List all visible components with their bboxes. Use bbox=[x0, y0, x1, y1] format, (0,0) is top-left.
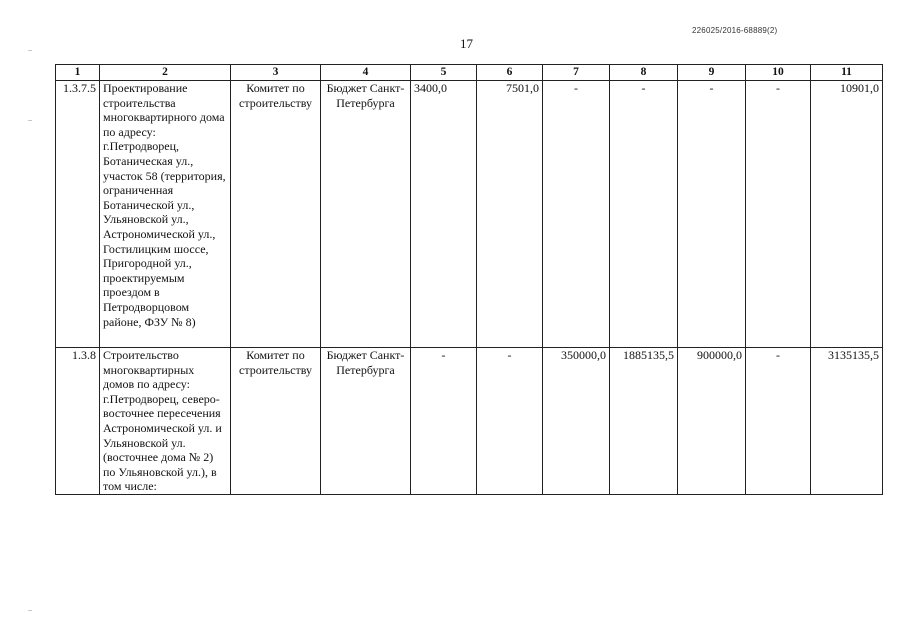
table-row bbox=[56, 81, 883, 348]
row-value-col10: - bbox=[746, 348, 811, 495]
row-number: 1.3.7.5 bbox=[56, 81, 100, 348]
row-total: 10901,0 bbox=[811, 81, 883, 348]
column-header: 7 bbox=[543, 65, 610, 81]
column-header: 9 bbox=[678, 65, 746, 81]
row-value-col5: - bbox=[411, 348, 477, 495]
column-header: 2 bbox=[100, 65, 231, 81]
row-value-col6: - bbox=[477, 348, 543, 495]
row-description: Строительство многоквартирных домов по адресу: г.Петродворец, северо-восточнее пересечения Астрономической ул. и Ульяновской ул. (восточнее дома № 2) по Ульяновской ул.), в том числе: bbox=[100, 348, 231, 495]
table-row bbox=[56, 348, 883, 495]
column-header: 6 bbox=[477, 65, 543, 81]
page-number: 17 bbox=[460, 36, 473, 51]
row-description: Проектирование строительства многоквартирного дома по адресу: г.Петродворец, Ботаническая ул., участок 58 (территория, ограниченная Ботанической ул., Ульяновской ул., Астрономической ул., Гостилицким шоссе, Пригородной ул., проектируемым проездом в Петродворцовом районе, ФЗУ № 8) bbox=[100, 81, 231, 348]
row-value-col10: - bbox=[746, 81, 811, 348]
header-row bbox=[56, 65, 883, 81]
column-header: 11 bbox=[811, 65, 883, 81]
row-value-col9: - bbox=[678, 81, 746, 348]
column-header: 8 bbox=[610, 65, 678, 81]
row-funding-source: Бюджет Санкт-Петербурга bbox=[321, 81, 411, 348]
row-total: 3135135,5 bbox=[811, 348, 883, 495]
row-executor: Комитет по строительству bbox=[231, 81, 321, 348]
row-value-col8: - bbox=[610, 81, 678, 348]
column-header: 10 bbox=[746, 65, 811, 81]
row-value-col8: 1885135,5 bbox=[610, 348, 678, 495]
row-value-col9: 900000,0 bbox=[678, 348, 746, 495]
scan-artifact bbox=[28, 120, 32, 121]
row-funding-source: Бюджет Санкт-Петербурга bbox=[321, 348, 411, 495]
column-header: 4 bbox=[321, 65, 411, 81]
document-id: 226025/2016-68889(2) bbox=[692, 26, 778, 35]
row-value-col6: 7501,0 bbox=[477, 81, 543, 348]
scan-artifact bbox=[28, 50, 32, 51]
row-executor: Комитет по строительству bbox=[231, 348, 321, 495]
budget-table bbox=[55, 64, 883, 495]
row-value-col7: - bbox=[543, 81, 610, 348]
column-header: 1 bbox=[56, 65, 100, 81]
scan-artifact bbox=[28, 610, 32, 611]
row-value-col5: 3400,0 bbox=[411, 81, 477, 348]
column-header: 5 bbox=[411, 65, 477, 81]
column-header: 3 bbox=[231, 65, 321, 81]
row-value-col7: 350000,0 bbox=[543, 348, 610, 495]
row-number: 1.3.8 bbox=[56, 348, 100, 495]
